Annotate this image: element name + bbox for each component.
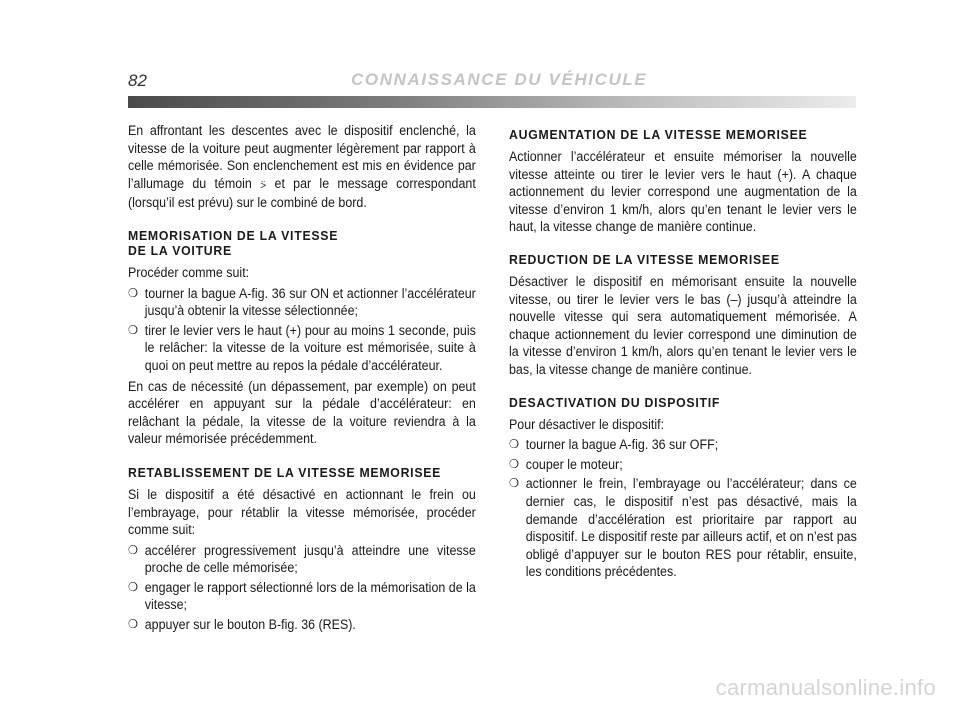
- memorisation-heading: [128, 228, 476, 258]
- left-column: [128, 122, 476, 637]
- running-title: CONNAISSANCE DU VÉHICULE: [351, 70, 648, 89]
- memorisation-lead: Procéder comme suit:: [128, 264, 250, 280]
- list-item-text: tourner la bague A-fig. 36 sur OFF;: [525, 437, 719, 453]
- list-item: [128, 616, 476, 634]
- page-number: 82: [128, 71, 147, 90]
- bullet-icon: ❍: [128, 542, 139, 557]
- bullet-icon: ❍: [509, 437, 520, 452]
- list-item: [128, 579, 476, 614]
- bullet-icon: ❍: [509, 456, 520, 471]
- bullet-icon: ❍: [128, 322, 139, 337]
- desactivation-heading: DESACTIVATION DU DISPOSITIF: [509, 394, 721, 410]
- reduction-text: Désactiver le dispositif en mémorisant ensuite la nouvelle vitesse, ou tirer le levier vers le bas (–) jusqu’à atteindre la nouvelle vitesse qui sera automatiquement mémorisée. A chaque actionnement du levier correspond une diminution de la vitesse d’environ 1 km/h, alors qu’en tenant le levier vers le bas, la vitesse change de manière continue.: [509, 273, 857, 377]
- memorisation-steps: [128, 285, 476, 375]
- augmentation-text: Actionner l’accélérateur et ensuite mémoriser la nouvelle vitesse atteinte ou tirer le levier vers le haut (+). A chaque actionnement du levier correspond une augmentation de la vitesse d’environ 1 km/h, alors qu’en tenant le levier vers le haut, la vitesse change de manière continue.: [509, 149, 857, 235]
- reduction-heading: REDUCTION DE LA VITESSE MEMORISEE: [509, 251, 780, 267]
- retablissement-heading: RETABLISSEMENT DE LA VITESSE MEMORISEE: [128, 464, 442, 480]
- list-item-text: tourner la bague A-fig. 36 sur ON et actionner l’accélérateur jusqu’à obtenir la vitesse sélectionnée;: [144, 285, 476, 319]
- watermark: carmanualsonline.info: [715, 675, 936, 700]
- retablissement-lead: Si le dispositif a été désactivé en actionnant le frein ou l’embrayage, pour rétablir la vitesse mémorisée, procéder comme suit:: [128, 486, 476, 538]
- list-item: [509, 456, 857, 474]
- memorisation-heading-line2: DE LA VOITURE: [128, 242, 232, 258]
- retablissement-steps: [128, 542, 476, 634]
- list-item-text: tirer le levier vers le haut (+) pour au moins 1 seconde, puis le relâcher: la vitesse de la voiture est mémorisée, suite à quoi on peut mettre au repos la pédale d’accélérateur.: [144, 322, 476, 373]
- intro-paragraph: [128, 122, 476, 212]
- desactivation-lead: Pour désactiver le dispositif:: [509, 416, 665, 432]
- bullet-icon: ❍: [509, 476, 520, 491]
- header-rule: [128, 96, 856, 108]
- memorisation-heading-line1: MEMORISATION DE LA VITESSE: [128, 227, 339, 243]
- list-item-text: engager le rapport sélectionné lors de la mémorisation de la vitesse;: [144, 579, 476, 613]
- list-item: [509, 475, 857, 581]
- right-column: [509, 127, 857, 584]
- list-item-text: appuyer sur le bouton B-fig. 36 (RES).: [144, 617, 356, 633]
- intro-text-a: En affrontant les descentes avec le dispositif enclenché, la vitesse de la voiture peut augmenter légèrement par rapport à celle mémorisée. Son enclenchement est mis en évidence par l’allumage du témoin: [128, 123, 476, 191]
- list-item: [128, 322, 476, 375]
- bullet-icon: ❍: [128, 579, 139, 594]
- intro-text-b: et par le message correspondant (lorsqu’il est prévu) sur le combiné de bord.: [128, 175, 476, 211]
- desactivation-steps: [509, 436, 857, 581]
- bullet-icon: ❍: [128, 617, 139, 632]
- list-item-text: actionner le frein, l’embrayage ou l’accélérateur; dans ce dernier cas, le dispositif n’est pas désactivé, mais la demande d’accélération est prioritaire par rapport au dispositif. Le dispositif reste par ailleurs actif, et on n’est pas obligé d’appuyer sur le bouton RES pour rétablir, ensuite, les conditions précédentes.: [525, 476, 857, 580]
- list-item: [128, 285, 476, 320]
- memorisation-note: En cas de nécessité (un dépassement, par exemple) on peut accélérer en appuyant sur la pédale d’accélérateur: en relâchant la pédale, la vitesse de la voiture reviendra à la valeur mémorisée précédemment.: [128, 378, 476, 447]
- augmentation-heading: AUGMENTATION DE LA VITESSE MEMORISEE: [509, 127, 808, 142]
- bullet-icon: ❍: [128, 285, 139, 300]
- list-item: [509, 436, 857, 454]
- cruise-control-warning-light-icon: ⍩: [260, 178, 267, 191]
- list-item: [128, 542, 476, 577]
- list-item-text: accélérer progressivement jusqu’à atteindre une vitesse proche de celle mémorisée;: [144, 542, 476, 576]
- list-item-text: couper le moteur;: [525, 456, 623, 472]
